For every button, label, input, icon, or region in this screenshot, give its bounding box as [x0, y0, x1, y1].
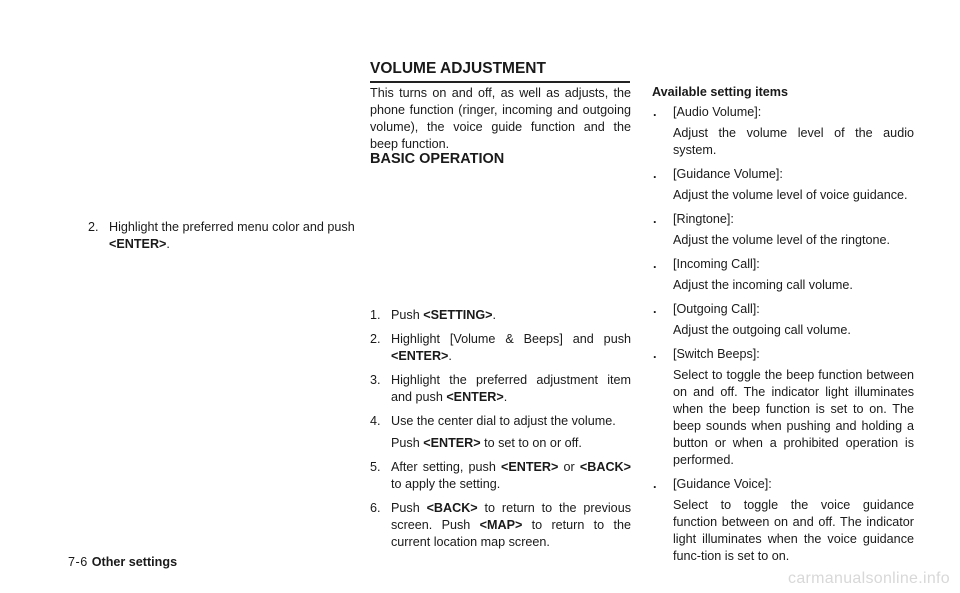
bullet-icon: .	[653, 212, 657, 226]
bullet-icon: .	[653, 347, 657, 361]
page-number: 7-6	[68, 555, 88, 569]
item-title: [Ringtone]:	[673, 212, 734, 226]
list-item	[652, 301, 914, 339]
item-description: Adjust the outgoing call volume.	[673, 323, 851, 337]
item-title: [Outgoing Call]:	[673, 302, 760, 316]
bullet-icon: .	[653, 167, 657, 181]
bullet-icon: .	[653, 477, 657, 491]
item-description: Adjust the volume level of the audio system.	[673, 126, 914, 157]
item-description: Adjust the volume level of the ringtone.	[673, 233, 891, 247]
step-2: 2. Highlight [Volume & Beeps] and push <ENTER>.	[370, 332, 631, 363]
item-title: [Guidance Voice]:	[673, 477, 772, 491]
enter-key-label: <ENTER>	[500, 460, 559, 474]
step-number: 2.	[88, 220, 99, 234]
step-1: 1. Push <SETTING>.	[370, 308, 497, 322]
step-5: 5. After setting, push <ENTER> or <BACK> to apply the setting.	[370, 460, 631, 491]
section-title: VOLUME ADJUSTMENT	[370, 60, 630, 83]
step-text: Highlight the preferred menu color and push	[109, 220, 355, 234]
enter-key-label: <ENTER>	[423, 436, 481, 450]
item-description: Adjust the volume level of voice guidance.	[673, 188, 908, 202]
item-title: [Incoming Call]:	[673, 257, 760, 271]
item-description: Select to toggle the voice guidance function between on and off. The indicator light illuminates when the voice guidance func-tion is set to on.	[673, 498, 914, 563]
item-title: [Guidance Volume]:	[673, 167, 783, 181]
step-4: 4. Use the center dial to adjust the volume. Push <ENTER> to set to on or off.	[370, 413, 631, 452]
footer-section-title: Other settings	[91, 555, 178, 569]
step-item: 2. Highlight the preferred menu color and push <ENTER>.	[88, 220, 355, 251]
back-key-label: <BACK>	[579, 460, 631, 474]
settings-list	[652, 104, 914, 572]
watermark-text: carmanualsonline.info	[788, 570, 950, 587]
left-step-2	[88, 219, 358, 253]
operation-steps	[370, 307, 631, 558]
step-3: 3. Highlight the preferred adjustment item and push <ENTER>.	[370, 373, 631, 404]
setting-key-label: <SETTING>	[423, 308, 493, 322]
item-description: Select to toggle the beep function between on and off. The indicator light illuminates when the beep function is set to on. The beep sounds when pushing and holding a button or when a prohibited operation is performed.	[673, 368, 914, 467]
available-settings-heading: Available setting items	[652, 85, 789, 99]
list-item	[652, 211, 914, 249]
list-item	[652, 346, 914, 469]
bullet-icon: .	[653, 105, 657, 119]
list-item	[652, 166, 914, 204]
page-footer	[68, 554, 177, 571]
enter-key-label: <ENTER>	[391, 349, 449, 363]
item-title: [Switch Beeps]:	[673, 347, 760, 361]
map-key-label: <MAP>	[479, 518, 523, 532]
enter-key-label: <ENTER>	[446, 390, 504, 404]
list-item	[652, 256, 914, 294]
back-key-label: <BACK>	[426, 501, 478, 515]
bullet-icon: .	[653, 257, 657, 271]
list-item	[652, 104, 914, 159]
item-description: Adjust the incoming call volume.	[673, 278, 853, 292]
bullet-icon: .	[653, 302, 657, 316]
step-6: 6. Push <BACK> to return to the previous screen. Push <MAP> to return to the current location map screen.	[370, 501, 631, 549]
item-title: [Audio Volume]:	[673, 105, 762, 119]
step-4-detail: Push <ENTER> to set to on or off.	[391, 436, 582, 450]
list-item	[652, 476, 914, 565]
basic-operation-heading: BASIC OPERATION	[370, 151, 505, 167]
enter-key-label: <ENTER>	[109, 237, 167, 251]
intro-paragraph: This turns on and off, as well as adjusts, the phone function (ringer, incoming and outgoing volume), the voice guide function and the beep function.	[370, 86, 631, 151]
